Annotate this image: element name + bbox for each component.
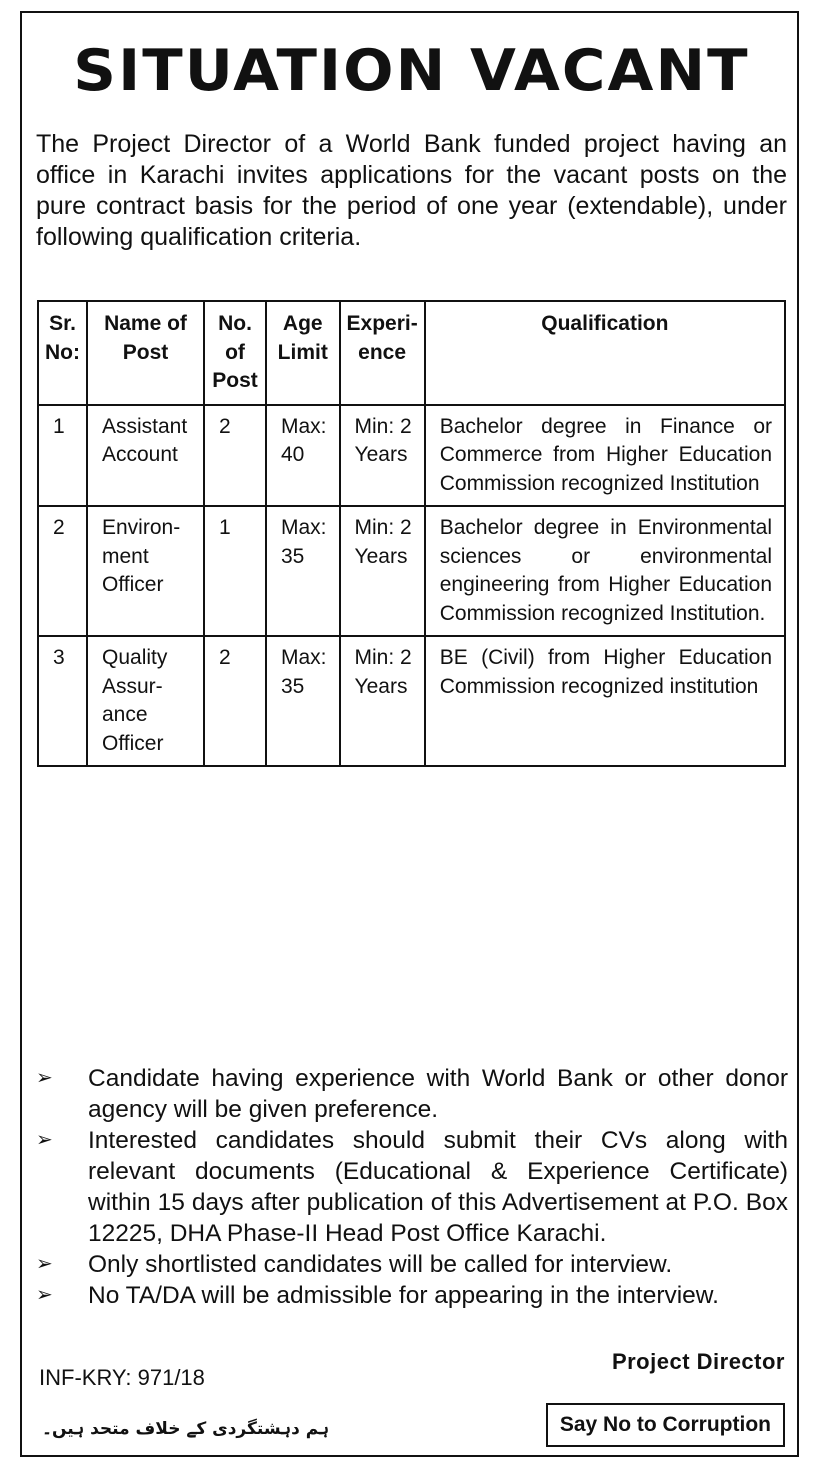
- arrow-bullet-icon: ➢: [36, 1284, 53, 1306]
- table-row: [38, 405, 785, 507]
- table-row: [38, 636, 785, 766]
- cell-experience: Min: 2 Years: [340, 405, 425, 507]
- arrow-bullet-icon: ➢: [36, 1129, 53, 1151]
- cell-post-count: 2: [204, 636, 266, 766]
- cell-age-limit: Max: 40: [266, 405, 340, 507]
- cell-post-name: Assistant Account: [87, 405, 204, 507]
- vacancy-table: [37, 300, 786, 767]
- urdu-slogan: ہم دہشتگردی کے خلاف متحد ہیں۔: [42, 1419, 330, 1439]
- cell-sr-no: 3: [38, 636, 87, 766]
- header-qualification: Qualification: [425, 301, 785, 405]
- header-post-count: No. of Post: [204, 301, 266, 405]
- arrow-bullet-icon: ➢: [36, 1253, 53, 1275]
- page-title: SITUATION VACANT: [73, 38, 750, 104]
- cell-experience: Min: 2 Years: [340, 636, 425, 766]
- cell-age-limit: Max: 35: [266, 636, 340, 766]
- header-experience: Experi- ence: [340, 301, 425, 405]
- cell-post-name: Environ- ment Officer: [87, 506, 204, 636]
- table-header-row: [38, 301, 785, 405]
- advertisement-frame: [20, 11, 799, 1457]
- table-row: [38, 506, 785, 636]
- list-item: ➢ Interested candidates should submit their CVs along with relevant documents (Educational & Experience Certificate) within 15 days after publication of this Advertisement at P.O. Box 12225, DHA Phase-II Head Post Office Karachi.: [36, 1127, 788, 1247]
- slogan-box: Say No to Corruption: [546, 1403, 785, 1447]
- intro-paragraph: The Project Director of a World Bank funded project having an office in Karachi invites applications for the vacant posts on the pure contract basis for the period of one year (extendable), under following qualification criteria.: [36, 130, 787, 251]
- cell-qualification: Bachelor degree in Finance or Commerce from Higher Education Commission recognized Institution: [425, 405, 785, 507]
- header-post-name: Name of Post: [87, 301, 204, 405]
- cell-post-count: 1: [204, 506, 266, 636]
- cell-age-limit: Max: 35: [266, 506, 340, 636]
- header-age-limit: Age Limit: [266, 301, 340, 405]
- cell-post-name: Quality Assur- ance Officer: [87, 636, 204, 766]
- cell-post-count: 2: [204, 405, 266, 507]
- list-item: ➢ Candidate having experience with World Bank or other donor agency will be given preference.: [36, 1065, 788, 1123]
- signatory: Project Director: [611, 1349, 785, 1374]
- cell-qualification: BE (Civil) from Higher Education Commission recognized institution: [425, 636, 785, 766]
- cell-sr-no: 1: [38, 405, 87, 507]
- list-item: ➢ Only shortlisted candidates will be called for interview.: [36, 1251, 673, 1278]
- conditions-list: [36, 1063, 788, 1311]
- arrow-bullet-icon: ➢: [36, 1067, 53, 1089]
- reference-number: INF-KRY: 971/18: [39, 1365, 205, 1390]
- list-item: ➢ No TA/DA will be admissible for appearing in the interview.: [36, 1282, 719, 1309]
- cell-experience: Min: 2 Years: [340, 506, 425, 636]
- cell-sr-no: 2: [38, 506, 87, 636]
- header-sr-no: Sr. No:: [38, 301, 87, 405]
- cell-qualification: Bachelor degree in Environmental sciences or environmental engineering from Higher Education Commission recognized Institution.: [425, 506, 785, 636]
